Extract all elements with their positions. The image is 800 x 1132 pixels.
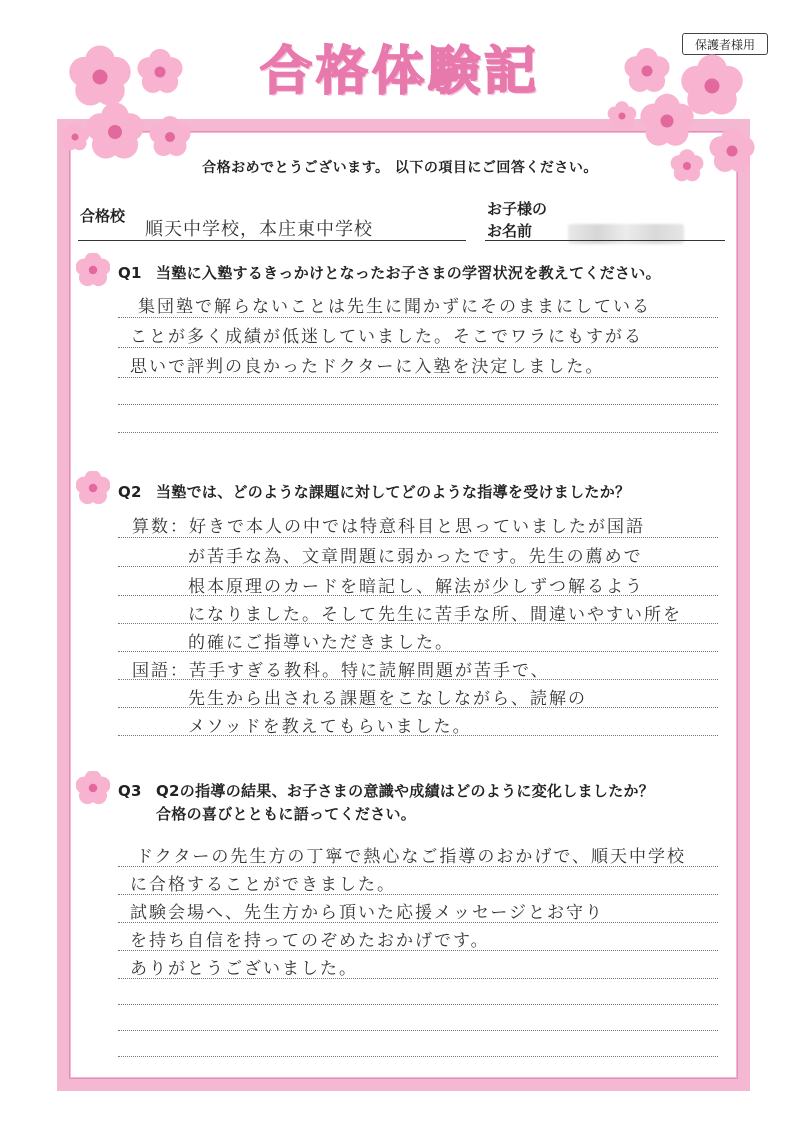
child-name-underline	[485, 240, 725, 241]
q1-answer-line: 思いで評判の良かったドクターに入塾を決定しました。	[130, 357, 605, 377]
school-value: 順天中学校，本庄東中学校	[145, 219, 373, 240]
child-name-label-line2: お名前	[487, 222, 533, 240]
q3-rule	[118, 978, 718, 979]
q2-rule	[118, 595, 718, 596]
q3-number: Q3	[118, 782, 142, 800]
q1-number: Q1	[118, 264, 142, 282]
q1-answer-line: 集団塾で解らないことは先生に聞かずにそのままにしている	[138, 297, 651, 317]
q2-rule	[118, 623, 718, 624]
q3-answer-line: 試験会場へ、先生方から頂いた応援メッセージとお守り	[130, 903, 604, 923]
q3-question	[118, 780, 654, 801]
page-title: 合格体験記	[259, 42, 540, 102]
q3-answer-line: に合格することができました。	[130, 875, 396, 895]
school-label: 合格校	[80, 207, 126, 225]
q1-answer-line: ことが多く成績が低迷していました。そこでワラにもすがる	[130, 327, 643, 347]
q3-rule	[118, 922, 718, 923]
q3-flower-icon	[76, 771, 110, 805]
q3-answer-line: ありがとうございました。	[130, 959, 358, 979]
greeting-text: 合格おめでとうございます。 以下の項目にご回答ください。	[202, 160, 598, 176]
q2-answer-line: になりました。そして先生に苦手な所、間違いやすい所を	[188, 605, 682, 625]
q2-answer-line: が苦手な為、文章問題に弱かったです。先生の薦めで	[188, 547, 643, 567]
q3-rule	[118, 1056, 718, 1057]
q2-answer-line: 根本原理のカードを暗記し、解法が少しずつ解るよう	[188, 577, 644, 597]
q3-rule	[118, 950, 718, 951]
q1-rule	[118, 347, 718, 348]
q1-question	[118, 262, 661, 283]
q2-flower-icon	[76, 471, 110, 505]
parent-use-badge: 保護者様用	[682, 33, 768, 55]
q2-rule	[118, 707, 718, 708]
q3-answer-line: ドクターの先生方の丁寧で熱心なご指導のおかげで、順天中学校	[136, 847, 686, 867]
q1-rule	[118, 404, 718, 405]
q3-rule	[118, 866, 718, 867]
q2-rule	[118, 566, 718, 567]
q2-text: 当塾では、どのような課題に対してどのような指導を受けましたか？	[156, 483, 631, 501]
q3-text-line2: 合格の喜びとともに語ってください。	[156, 805, 417, 823]
q2-rule	[118, 651, 718, 652]
q3-answer-line: を持ち自信を持ってのぞめたおかげです。	[130, 931, 490, 951]
child-name-label-line1: お子様の	[487, 200, 548, 218]
q2-answer-line: メソッドを教えてもらいました。	[188, 717, 472, 737]
q2-rule	[118, 679, 718, 680]
q1-rule	[118, 317, 718, 318]
q2-answer-line: 先生から出される課題をこなしながら、読解の	[188, 689, 587, 709]
q3-text-line1: Q2の指導の結果、お子さまの意識や成績はどのように変化しましたか？	[156, 782, 655, 800]
q2-rule	[118, 537, 718, 538]
child-name-redacted	[568, 224, 684, 244]
q2-question	[118, 481, 630, 502]
q3-rule	[118, 894, 718, 895]
q1-text: 当塾に入塾するきっかけとなったお子さまの学習状況を教えてください。	[156, 264, 661, 282]
q2-answer-line: 的確にご指導いただきました。	[188, 633, 454, 653]
school-underline	[78, 240, 466, 241]
q2-number: Q2	[118, 483, 142, 501]
q1-rule	[118, 377, 718, 378]
q2-answer-line: 算数：好きで本人の中では特意科目と思っていましたが国語	[132, 517, 645, 537]
q2-answer-line: 国語：苦手すぎる教科。特に読解問題が苦手で、	[132, 661, 550, 681]
q3-rule	[118, 1004, 718, 1005]
q1-flower-icon	[76, 253, 110, 287]
q2-rule	[118, 735, 718, 736]
q3-rule	[118, 1030, 718, 1031]
q1-rule	[118, 432, 718, 433]
